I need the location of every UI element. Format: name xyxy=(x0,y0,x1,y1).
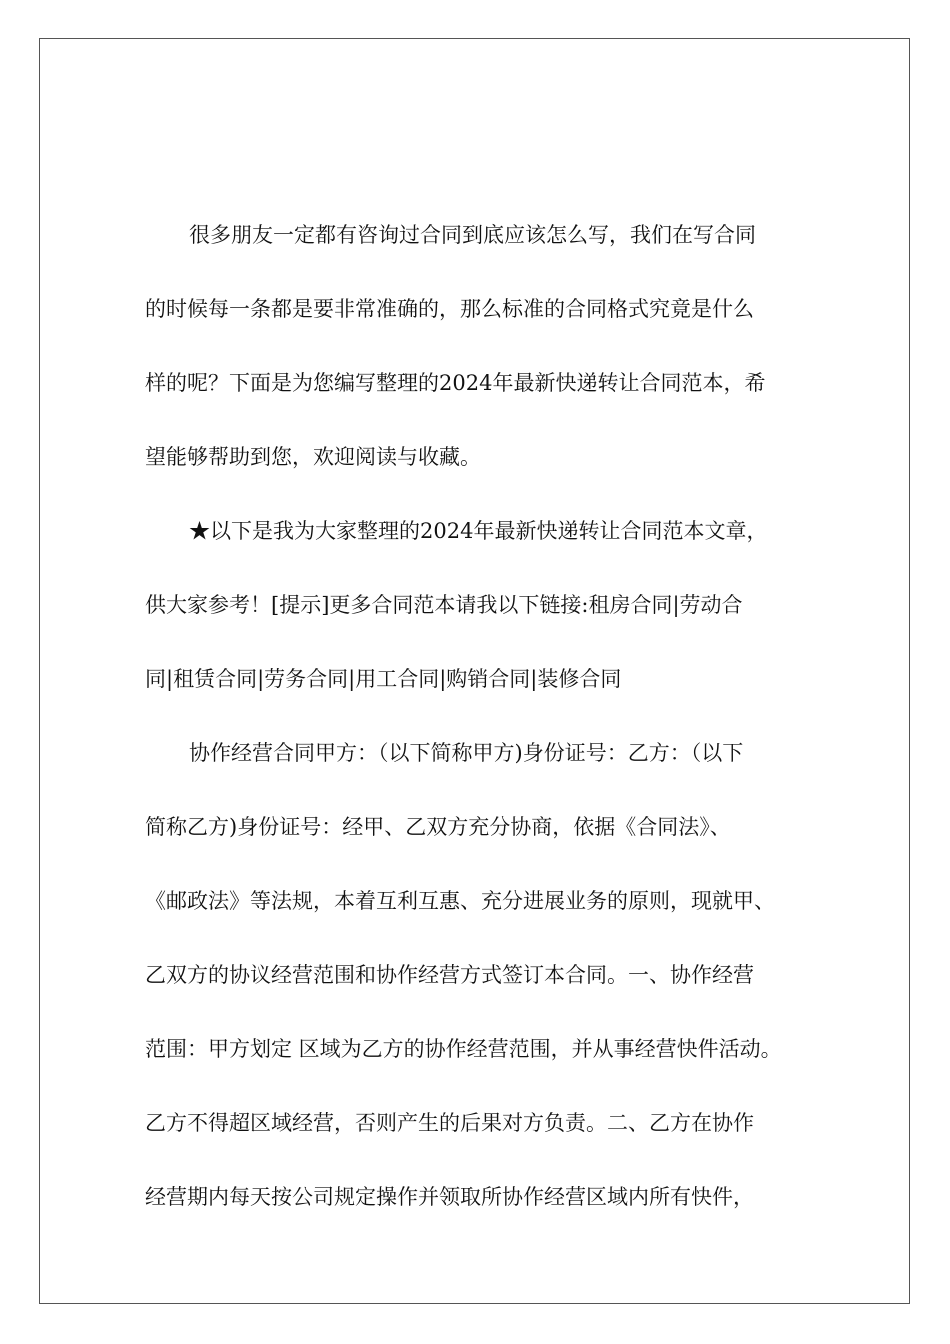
text-line: 《邮政法》等法规，本着互利互惠、充分进展业务的原则，现就甲、 xyxy=(145,889,775,913)
paragraph-links xyxy=(145,494,810,716)
text-line: 简称乙方)身份证号：经甲、乙双方充分协商，依据《合同法》、 xyxy=(145,815,731,839)
text-line: 同|租赁合同|劳务合同|用工合同|购销合同|装修合同 xyxy=(145,667,622,691)
text-line: 的时候每一条都是要非常准确的，那么标准的合同格式究竟是什么 xyxy=(145,297,754,321)
paragraph-contract xyxy=(145,716,810,1234)
text-line: ★以下是我为大家整理的2024年最新快递转让合同范本文章， xyxy=(189,519,768,543)
text-line: 供大家参考！[提示]更多合同范本请我以下链接:租房合同|劳动合 xyxy=(145,593,743,617)
text-line: 样的呢？下面是为您编写整理的2024年最新快递转让合同范本，希 xyxy=(145,371,766,395)
text-line: 经营期内每天按公司规定操作并领取所协作经营区域内所有快件， xyxy=(145,1185,754,1209)
text-line: 很多朋友一定都有咨询过合同到底应该怎么写，我们在写合同 xyxy=(189,223,756,247)
text-line: 协作经营合同甲方：（以下简称甲方)身份证号：乙方：（以下 xyxy=(189,741,744,765)
text-line: 乙方不得超区域经营，否则产生的后果对方负责。二、乙方在协作 xyxy=(145,1111,754,1135)
paragraph-intro xyxy=(145,198,810,494)
text-line: 乙双方的协议经营范围和协作经营方式签订本合同。一、协作经营 xyxy=(145,963,754,987)
text-line: 范围：甲方划定 区域为乙方的协作经营范围，并从事经营快件活动。 xyxy=(145,1037,782,1061)
text-line: 望能够帮助到您，欢迎阅读与收藏。 xyxy=(145,445,481,469)
document-body xyxy=(145,198,810,1234)
